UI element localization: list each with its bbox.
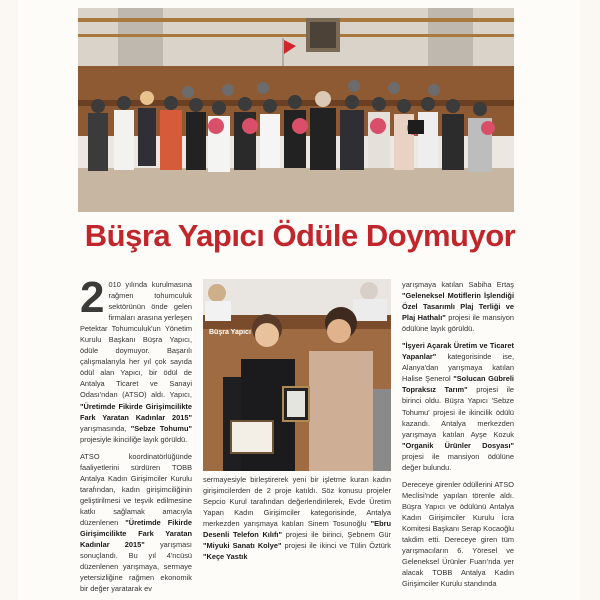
text-run: projesi ile mansiyon ödülüne layık görüldü. [402, 313, 514, 334]
text-run: projesi ile mansiyon ödülüne değer bulundu. [402, 451, 514, 472]
text-run: yarışmaya katılan Sabiha Ertaş [402, 280, 514, 289]
award-portrait-photo [203, 279, 391, 471]
text-run: kategorisinde ise, Alanya'dan yarışmaya katılan Halise Şenerol [402, 352, 514, 384]
project-title: "Ebru Desenli Telefon Kılıfı" [203, 519, 391, 540]
group-award-photo [78, 8, 514, 212]
project-title: "Organik Ürünler Dosyası" [402, 440, 514, 450]
text-run: ATSO koordinatörlüğünde faaliyetlerini sürdüren TOBB Antalya Kadın Girişimciler Kurulu tarafından, kadın girişimciliğinin geliştirilmesi ve teşvik edilmesine katkı sağlamak amacıyla düzenlenen [80, 451, 192, 527]
paragraph [80, 273, 192, 445]
text-run: Dereceye girenler ödüllerini ATSO Meclisi'nde yapılan törenle aldı. Büşra Yapıcı ve ödülünü Antalya Kadın Girişimciler Kurulu İcra Komitesi Başkanı Serap Kocaoğlu takdim etti. Dereceye giren tüm yarışmacıların 6. Yöresel ve Geleneksel Ürünler Fuarı'nda yer alacak TOBB Antalya Kadın Girişimciler Kurulu standında [402, 479, 514, 589]
category-title: "İşyeri Açarak Üretim ve Ticaret Yapanlar" [402, 341, 514, 362]
project-title: "Miyuki Sanatı Kolye" [203, 541, 282, 551]
project-title: 'Sebze Tohumu' [402, 396, 514, 417]
paragraph [402, 340, 514, 473]
award-title: "Üretimde Fikirde Girişimcilikte Fark Yaratan Kadınlar 2015" [80, 401, 192, 422]
text-run: projesi ile birinci oldu. Büşra Yapıcı [402, 385, 514, 406]
paragraph [402, 479, 514, 589]
article-headline: Büşra Yapıcı Ödüle Doymuyor [84, 218, 516, 253]
article-column-3 [402, 279, 514, 600]
text-run: sermayesiyle birleştirerek yeni bir işletme kuran kadın girişimcilerden de 2 proje katıldı. Söz konusu projeler Sepcio Kurul tarafından değerlendirilerek, Evde Üretim Yapan Kadın Girişimciler kategorisinde, Antalya merkezden yarışmaya katılan Sinem Tosunoğlu [203, 475, 391, 529]
project-title: "Keçe Yastık [203, 552, 248, 562]
text-run: yarışmasında, [80, 423, 127, 433]
project-title: "Sebze Tohumu" [130, 423, 192, 433]
portrait-photo-illustration [203, 279, 391, 471]
article-column-2 [203, 474, 391, 600]
text-run: projesi ile ikincilik ödülü kazandı. Antalya merkezden yarışmaya katılan Ayşe Kozuk [402, 407, 514, 439]
group-photo-illustration [78, 8, 514, 212]
paragraph [80, 451, 192, 595]
award-title: "Üretimde Fikirde Girişimcilikte Fark Yaratan Kadınlar 2015" [80, 517, 192, 550]
drop-cap: 2 [80, 273, 105, 322]
text-run: 010 yılında kurulmasına rağmen tohumculuk sektörünün önde gelen firmaları arasına yerleşen Petektar Tohumculuk'un Yönetim Kurulu Başkanı Büşra Yapıcı, ödüle doymuyor. Başarılı çalışmalarıyla her yıl çok sayıda ödül alan Yapıcı, bir ödül de Antalya Ticaret ve Sanayi Odası'ndan (ATSO) aldı. Yapıcı, [80, 280, 192, 400]
project-title: "Solucan Gübreli Topraksız Tarım" [402, 374, 514, 395]
photo-caption: Büşra Yapıcı [209, 329, 251, 336]
text-run: yarışması sonuçlandı. Bu yıl 4'ncüsü düzenlenen yarışmaya, sermaye yetersizliğine rağmen ekonomik bir değer yaratarak ev [80, 540, 192, 594]
paragraph [203, 474, 391, 562]
text-run: projesi ile ikinci ve Tülin Öztürk [284, 541, 391, 551]
paragraph [402, 279, 514, 334]
text-run: projesi ile birinci, Şebnem Gür [285, 530, 391, 540]
article-column-1 [80, 273, 192, 600]
text-run: projesiyle ikinciliğe layık görüldü. [80, 434, 188, 444]
project-title: "Geleneksel Motiflerin İşlendiği Özel Tasarımlı Plaj Terliği ve Plaj Hathalı" [402, 291, 514, 323]
